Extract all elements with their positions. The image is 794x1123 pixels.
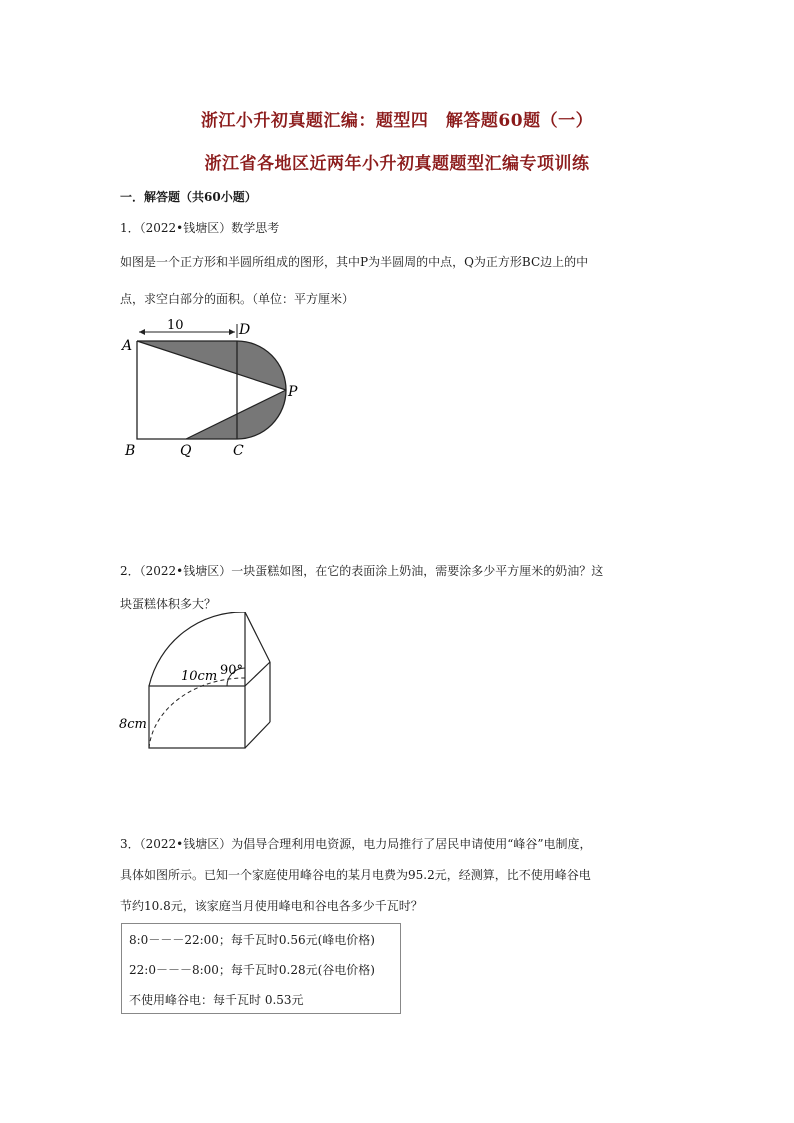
label-d: D (239, 322, 251, 338)
height-label: 8cm (119, 717, 147, 732)
question-2-line-1: 2．（2022•钱塘区）一块蛋糕如图，在它的表面涂上奶油，需要涂多少平方厘米的奶油？这 (120, 564, 604, 578)
angle-label: 90° (220, 663, 244, 678)
label-q: Q (180, 443, 192, 459)
arrow-left-icon (139, 329, 145, 335)
label-a: A (122, 338, 133, 354)
price-row-peak: 8:0－－－22:00；每千瓦时0.56元(峰电价格) (129, 933, 375, 947)
question-3-line-3: 节约10.8元，该家庭当月使用峰电和谷电各多少千瓦时？ (120, 899, 423, 913)
bottom-depth-edge (245, 722, 270, 748)
radius-label: 10cm (181, 669, 218, 684)
section-heading: 一．解答题（共60小题） (120, 190, 257, 204)
depth-edge (245, 662, 270, 686)
arrow-right-icon (229, 329, 235, 335)
price-row-standard: 不使用峰谷电：每千瓦时 0.53元 (129, 993, 304, 1007)
question-1-figure (115, 312, 315, 464)
dimension-label: 10 (167, 318, 184, 333)
back-edge-top (245, 612, 270, 662)
question-1-line-3: 点，求空白部分的面积。（单位：平方厘米） (120, 292, 355, 306)
question-1-line-2: 如图是一个正方形和半圆所组成的图形，其中P为半圆周的中点，Q为正方形BC边上的中 (120, 255, 589, 269)
page-title: 浙江小升初真题汇编：题型四 解答题60题（一） (200, 111, 594, 131)
question-3-line-2: 具体如图所示。已知一个家庭使用峰谷电的某月电费为95.2元，经测算，比不使用峰谷电 (120, 868, 591, 882)
hidden-arc (149, 678, 245, 748)
question-2-figure (115, 612, 290, 757)
price-table (121, 923, 401, 1014)
question-1-line-1: 1．（2022•钱塘区）数学思考 (120, 221, 280, 235)
label-c: C (233, 443, 244, 459)
question-3-line-1: 3．（2022•钱塘区）为倡导合理利用电资源，电力局推行了居民申请使用“峰谷”电制度， (120, 837, 592, 851)
label-p: P (288, 384, 298, 400)
price-row-valley: 22:0－－－8:00；每千瓦时0.28元(谷电价格) (129, 963, 375, 977)
question-2-line-2: 块蛋糕体积多大？ (120, 597, 217, 611)
label-b: B (125, 443, 136, 459)
front-face (149, 686, 245, 748)
page-subtitle: 浙江省各地区近两年小升初真题题型汇编专项训练 (204, 154, 590, 174)
